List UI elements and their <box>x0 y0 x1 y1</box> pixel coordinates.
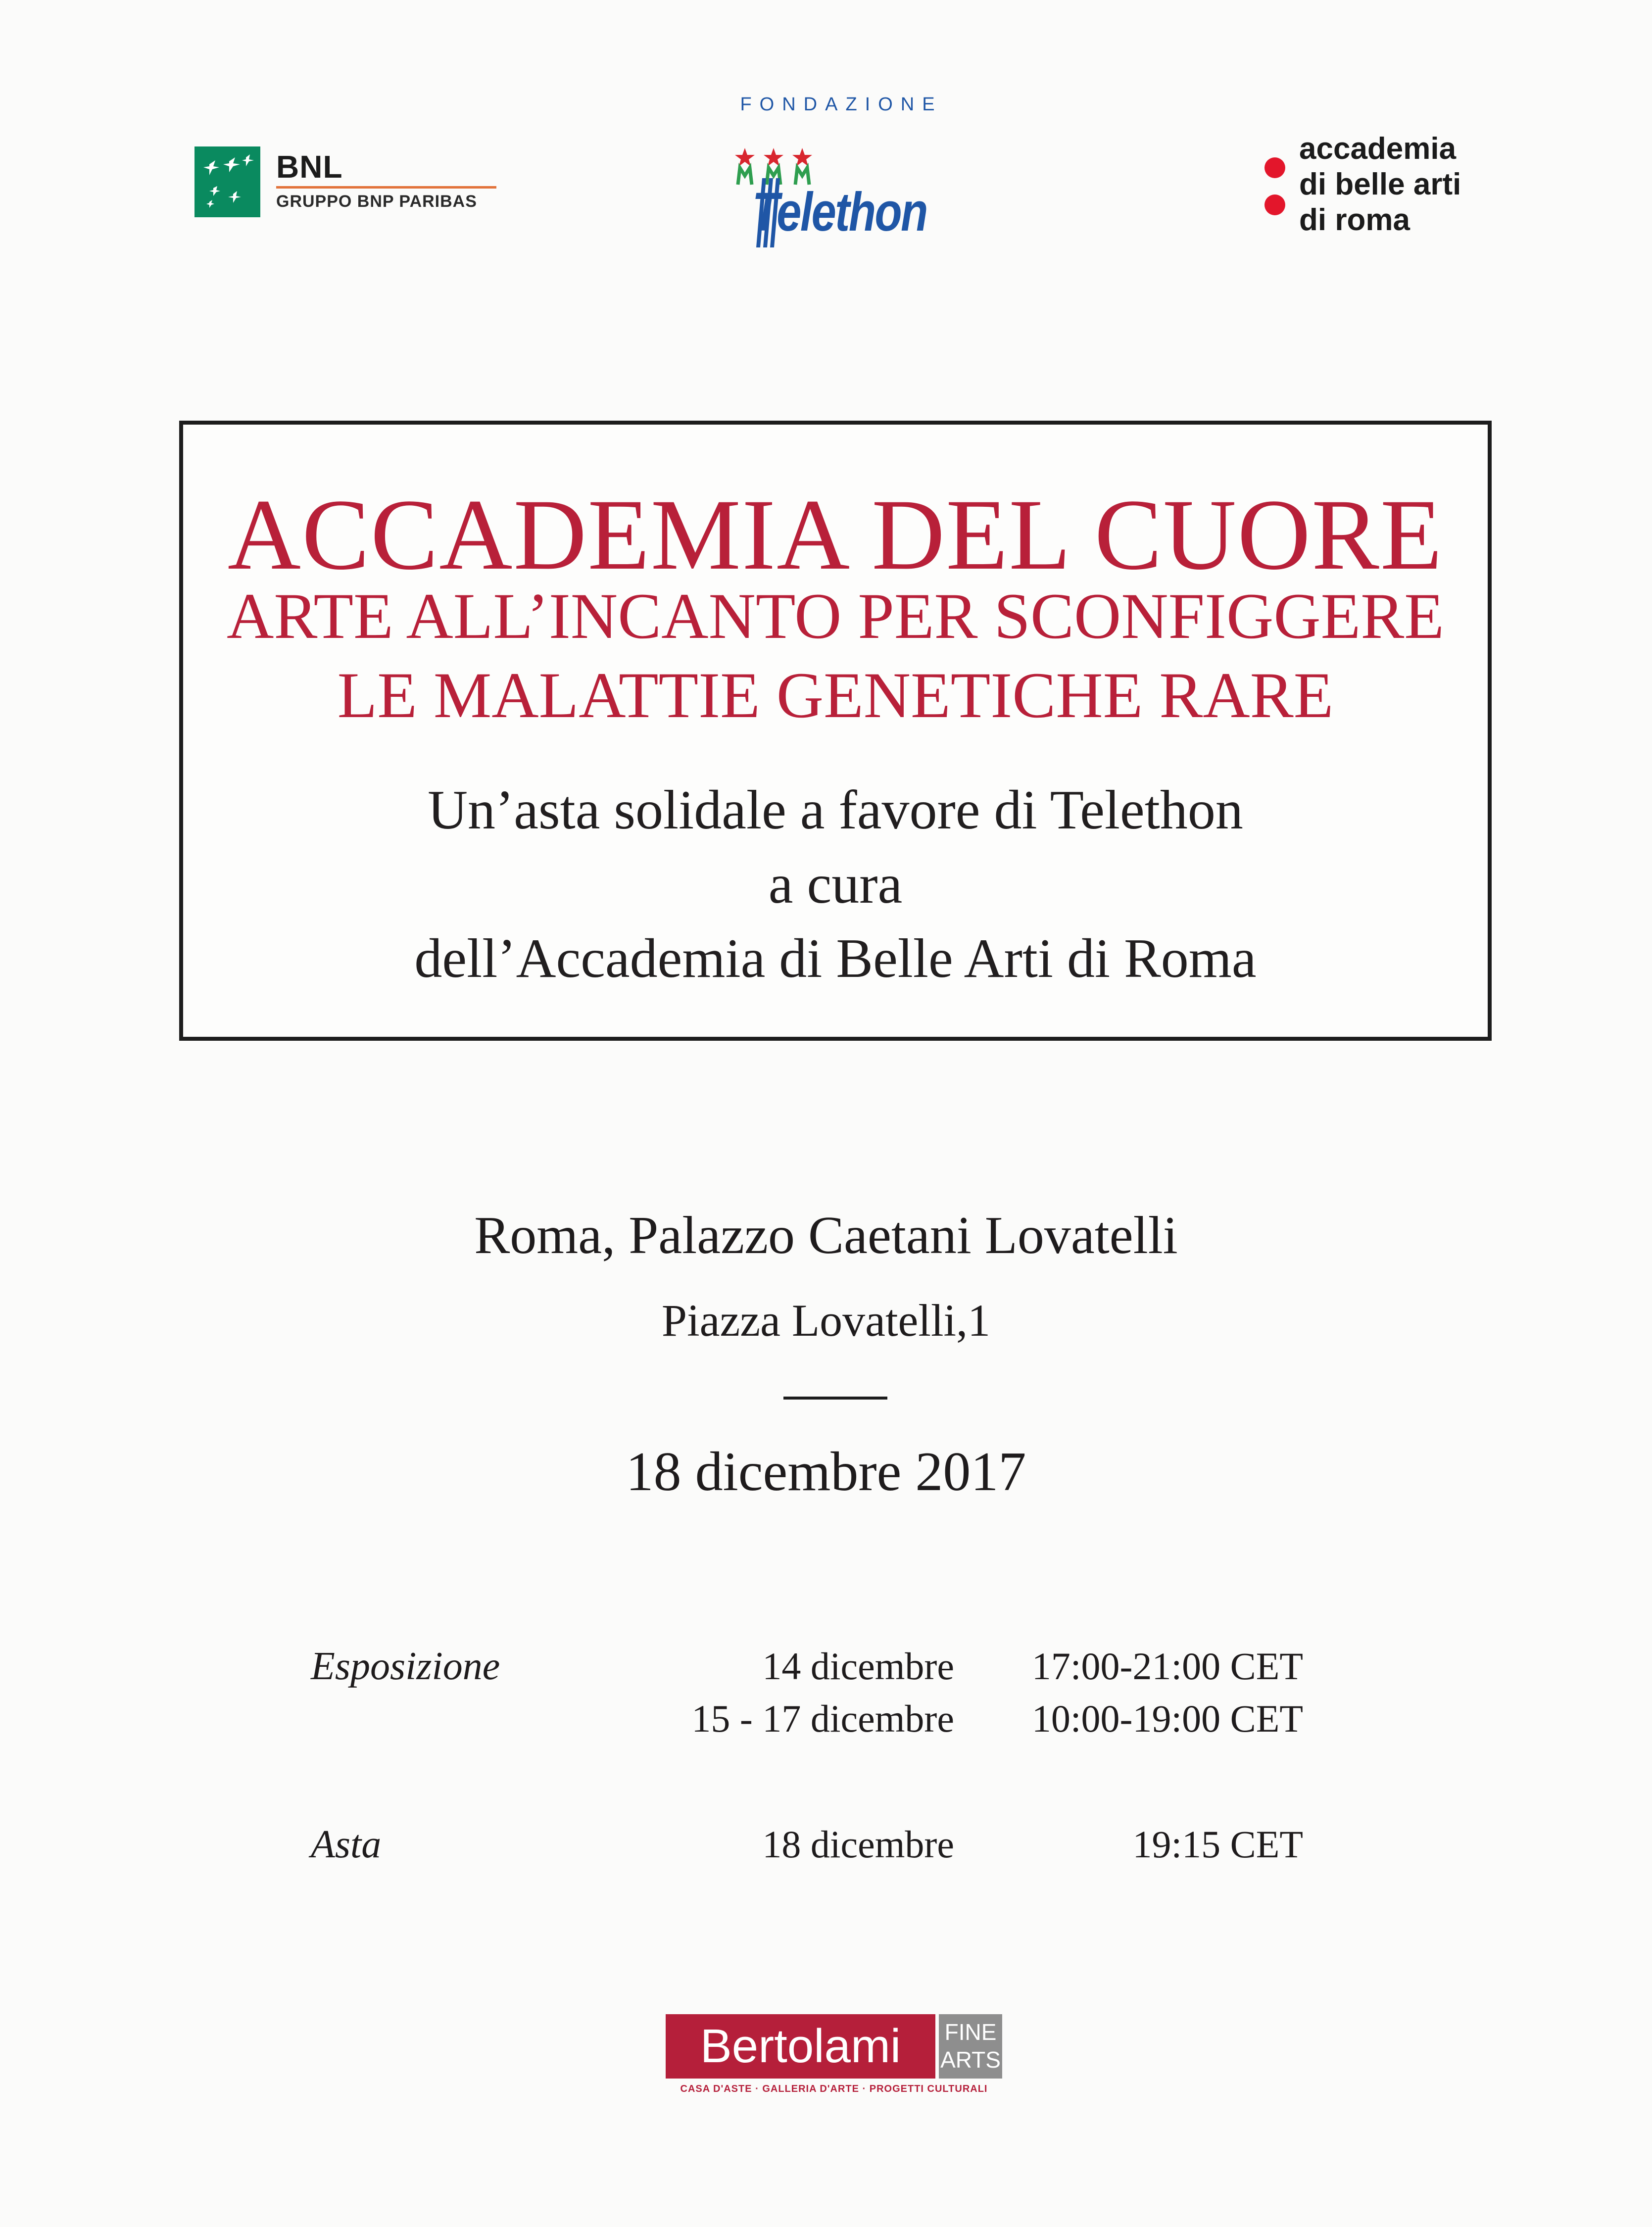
accademia-belle-arti-logo <box>1264 131 1512 245</box>
red-dot-icon <box>1264 157 1285 178</box>
bnl-logo <box>194 146 501 221</box>
event-title: ACCADEMIA DEL CUORE <box>227 479 1444 591</box>
bertolami-logo <box>666 2014 1012 2101</box>
bnl-stars-icon <box>194 146 260 217</box>
bnl-wordmark: BNL <box>276 149 343 185</box>
schedule-label-exhibition: Esposizione <box>311 1645 500 1688</box>
fine-arts-line: ARTS <box>940 2047 1001 2073</box>
schedule-time: 17:00-21:00 CET <box>1031 1645 1303 1688</box>
academy-line: di belle arti <box>1299 167 1461 201</box>
bnl-divider <box>276 186 496 189</box>
academy-line: di roma <box>1299 203 1410 237</box>
red-dot-icon <box>1264 194 1285 215</box>
event-description-line: Un’asta solidale a favore di Telethon <box>428 779 1243 841</box>
schedule-date: 15 - 17 dicembre <box>691 1697 954 1740</box>
schedule-date: 18 dicembre <box>762 1823 954 1866</box>
title-box <box>179 421 1492 1041</box>
schedule-label-auction: Asta <box>311 1823 382 1866</box>
venue-address: Piazza Lovatelli,1 <box>661 1295 991 1346</box>
event-date: 18 dicembre 2017 <box>626 1441 1026 1502</box>
telethon-logo <box>732 94 950 257</box>
academy-line: accademia <box>1299 132 1457 166</box>
bertolami-wordmark: Bertolami <box>666 2014 935 2079</box>
fine-arts-badge <box>939 2014 1002 2079</box>
bnl-group-label: GRUPPO BNP PARIBAS <box>276 192 477 211</box>
event-description-line: a cura <box>768 854 903 915</box>
telethon-prefix: FONDAZIONE <box>740 94 943 115</box>
schedule-time: 19:15 CET <box>1132 1823 1303 1866</box>
schedule-date: 14 dicembre <box>762 1645 954 1688</box>
venue-name: Roma, Palazzo Caetani Lovatelli <box>474 1206 1178 1265</box>
divider <box>783 1397 887 1400</box>
bertolami-tagline: CASA D'ASTE · GALLERIA D'ARTE · PROGETTI CULTURALI <box>680 2083 988 2094</box>
telethon-wordmark: Telethon <box>752 182 927 242</box>
event-subtitle-line: ARTE ALL’INCANTO PER SCONFIGGERE <box>227 580 1444 652</box>
fine-arts-line: FINE <box>944 2019 997 2045</box>
schedule-time: 10:00-19:00 CET <box>1031 1697 1303 1740</box>
event-subtitle-line: LE MALATTIE GENETICHE RARE <box>337 659 1334 731</box>
event-description-line: dell’Accademia di Belle Arti di Roma <box>414 928 1257 989</box>
